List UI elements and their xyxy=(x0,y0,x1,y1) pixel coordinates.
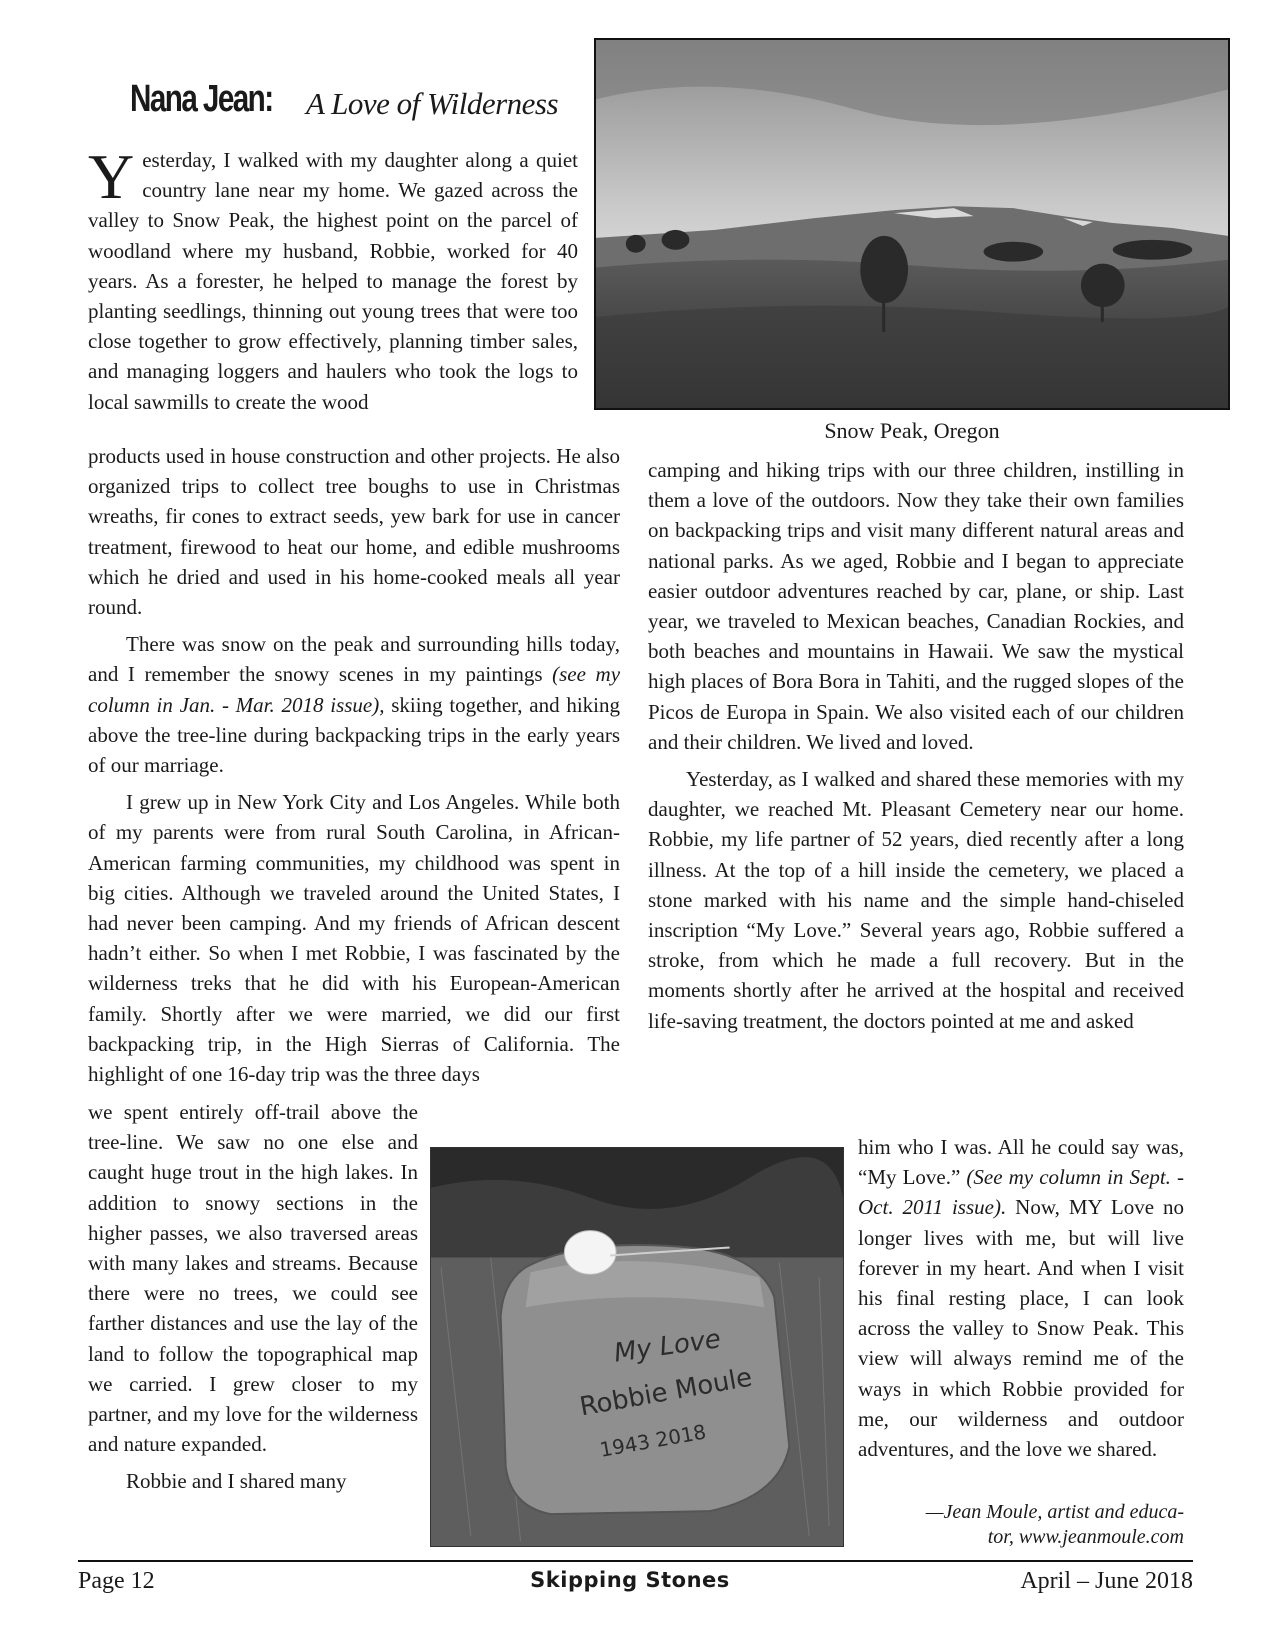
paragraph-1-start xyxy=(88,141,578,417)
paragraph-2-text-a: There was snow on the peak and surrounding hills today, and I remember the snowy scenes in my paintings xyxy=(88,632,620,687)
stone-inscription-line-3: 1943 2018 xyxy=(597,1420,708,1462)
snow-peak-photo xyxy=(594,38,1230,410)
paragraph-4-continued: camping and hiking trips with our three children, instilling in them a love of the outdoors. Now they take their own families on backpacking trips and visit many different natural areas and national parks. As we aged, Robbie and I began to appreciate easier outdoor adventures reached by car, plane, or ship. Last year, we traveled to Mexican beaches, Canadian Rockies, and both beaches and mountains in Hawaii. We saw the mystical high places of Bora Bora in Tahiti, and the rugged slopes of the Picos de Europa in Spain. We also visited each of our children and their children. We lived and loved. xyxy=(648,458,1184,754)
paragraph-1-end: products used in house construction and other projects. He also organized trips to collect tree boughs to use in Christmas wreaths, fir cones to extract seeds, yew bark for use in cancer treatment, firewood to heat our home, and edible mushrooms which he dried and used in his home-cooked meals all year round. xyxy=(88,444,620,620)
article-column-right-bottom xyxy=(858,1132,1184,1471)
paragraph-5-text-b: him who I was. All he could say was, “My Love.” xyxy=(858,1135,1184,1190)
memorial-stone-photo-image xyxy=(431,1148,843,1546)
footer-magazine-name: Skipping Stones xyxy=(530,1568,730,1592)
paragraph-2-reference: (see my column in Jan. - Mar. 2018 issue), xyxy=(88,662,621,717)
article-column-right-top xyxy=(648,455,1184,1043)
signature-line-2: tor, www.jeanmoule.com xyxy=(987,1526,1184,1548)
footer-page-number: Page 12 xyxy=(78,1568,155,1594)
paragraph-2-text-b: skiing together, and hiking above the tree-line during backpacking trips in the early years of our marriage. xyxy=(88,692,621,778)
stone-inscription-line-2: Robbie Moule xyxy=(577,1362,755,1423)
stone-inscription-line-1: My Love xyxy=(612,1324,723,1369)
paragraph-3: I grew up in New York City and Los Angeles. While both of my parents were from rural South Carolina, in African-American farming communities, my childhood was spent in big cities. Although we traveled around the United States, I had never been camping. And my friends of African descent hadn’t either. So when I met Robbie, I was fascinated by the wilderness treks that he did with his European-American family. Shortly after we were married, we did our first backpacking trip, in the High Sierras of California. The highlight of one 16-day trip was the three days xyxy=(88,790,620,1087)
footer-divider xyxy=(78,1560,1193,1562)
signature-line-1: —Jean Moule, artist and educa- xyxy=(925,1501,1184,1523)
paragraph-3-continued: we spent entirely off-trail above the tree-line. We saw no one else and caught huge trout in the high lakes. In addition to snowy sections in the higher passes, we also traversed areas with many lakes and streams. Because there were no trees, we could see farther distances and use the lay of the land to follow the topographical map we carried. I grew closer to my partner, and my love for the wilderness and nature expanded. xyxy=(88,1100,418,1457)
paragraph-4-start: Robbie and I shared many xyxy=(126,1469,347,1494)
footer-issue-date: April – June 2018 xyxy=(1020,1568,1193,1594)
article-title xyxy=(130,78,580,128)
snow-peak-photo-image xyxy=(596,40,1228,408)
memorial-stone-photo xyxy=(430,1147,844,1547)
paragraph-1-text: esterday, I walked with my daughter along a quiet country lane near my home. We gazed across the valley to Snow Peak, the highest point on the parcel of woodland where my husband, Robbie, worked for 40 years. As a forester, he helped to manage the forest by planting seedlings, thinning out young trees that were too close together to grow effectively, planning timber sales, and managing loggers and haulers who took the logs to local sawmills to create the wood xyxy=(88,148,578,414)
paragraph-2 xyxy=(88,629,620,780)
article-title-main: Nana Jean: xyxy=(130,78,273,120)
article-column-left-bottom xyxy=(88,1097,418,1504)
article-title-sub: A Love of Wilderness xyxy=(306,86,559,121)
article-column-left-top xyxy=(88,141,578,424)
snow-peak-caption: Snow Peak, Oregon xyxy=(824,418,1000,443)
drop-cap: Y xyxy=(88,141,135,212)
author-signature xyxy=(858,1500,1184,1550)
paragraph-5-continued xyxy=(858,1132,1184,1464)
article-column-left-middle xyxy=(88,441,620,1096)
paragraph-5-reference: (See my column in Sept. - Oct. 2011 issue). xyxy=(858,1165,1185,1220)
paragraph-5: Yesterday, as I walked and shared these memories with my daughter, we reached Mt. Pleasant Cemetery near our home. Robbie, my life partner of 52 years, died recently after a long illness. At the top of a hill inside the cemetery, we placed a stone marked with his name and the simple hand-chiseled inscription “My Love.” Several years ago, Robbie suffered a stroke, from which he made a full recovery. But in the moments shortly after he arrived at the hospital and received life-saving treatment, the doctors pointed at me and asked xyxy=(648,767,1184,1033)
paragraph-5-text-c: Now, MY Love no longer lives with me, but will live forever in my heart. And when I visit his final resting place, I can look across the valley to Snow Peak. This view will always remind me of the ways in which Robbie provided for me, our wilderness and outdoor adventures, and the love we shared. xyxy=(858,1195,1184,1462)
